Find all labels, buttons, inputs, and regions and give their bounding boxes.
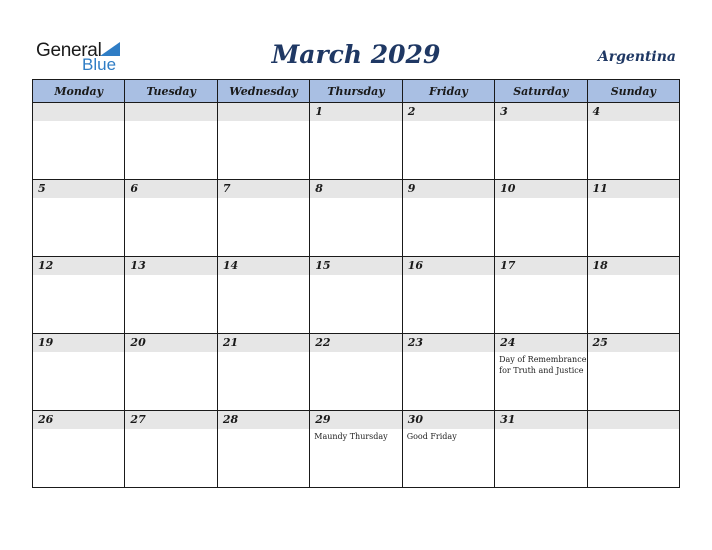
holiday-label: Day of Remembrance for Truth and Justice	[499, 355, 587, 375]
country-label: Argentina	[597, 49, 676, 65]
day-cell	[310, 411, 402, 488]
day-number: 11	[592, 182, 608, 195]
logo-general-text: General	[36, 40, 102, 61]
holiday-label	[495, 429, 586, 431]
holiday-label	[33, 121, 124, 123]
holiday-label	[588, 275, 679, 277]
day-number: 18	[592, 259, 608, 272]
day-cell	[495, 411, 587, 488]
holiday-label	[588, 121, 679, 123]
weekday-header: Thursday	[310, 80, 402, 103]
day-number: 12	[38, 259, 54, 272]
holiday-label	[33, 198, 124, 200]
day-number-bar	[125, 257, 216, 275]
holiday-label: Maundy Thursday	[314, 432, 388, 441]
weekday-header-row	[33, 80, 680, 103]
day-cell	[33, 411, 125, 488]
day-cell	[587, 103, 679, 180]
holiday-label	[310, 352, 401, 354]
day-number: 10	[500, 182, 516, 195]
holiday-label	[310, 275, 401, 277]
holiday-label	[403, 352, 494, 354]
day-number-bar	[495, 411, 586, 429]
day-cell	[310, 257, 402, 334]
day-cell	[33, 103, 125, 180]
holiday-label	[218, 198, 309, 200]
day-number-bar	[588, 103, 679, 121]
day-cell	[495, 257, 587, 334]
day-number-bar	[218, 257, 309, 275]
day-number-bar	[33, 103, 124, 121]
day-cell	[402, 257, 494, 334]
holiday-label	[33, 275, 124, 277]
day-number-bar	[33, 411, 124, 429]
day-number-bar	[495, 180, 586, 198]
day-cell	[125, 257, 217, 334]
day-number-bar	[588, 334, 679, 352]
day-number: 26	[38, 413, 54, 426]
day-number-bar	[33, 180, 124, 198]
day-number-bar	[310, 257, 401, 275]
day-number-bar	[125, 334, 216, 352]
week-row	[33, 180, 680, 257]
day-cell	[495, 334, 587, 411]
weekday-header: Monday	[33, 80, 125, 103]
day-number-bar	[310, 180, 401, 198]
day-number: 27	[130, 413, 146, 426]
day-number-bar	[218, 180, 309, 198]
day-number-bar	[310, 103, 401, 121]
day-number: 7	[222, 182, 231, 195]
day-cell	[402, 103, 494, 180]
weekday-header: Friday	[402, 80, 494, 103]
day-number: 31	[500, 413, 516, 426]
day-number: 25	[592, 336, 608, 349]
day-number-bar	[403, 411, 494, 429]
day-number-bar	[125, 180, 216, 198]
holiday-label	[218, 429, 309, 431]
day-number: 14	[222, 259, 239, 272]
holiday-label	[33, 352, 124, 354]
holiday-label	[125, 275, 216, 277]
weekday-header: Sunday	[587, 80, 679, 103]
day-number-bar	[495, 257, 586, 275]
weekday-header: Tuesday	[125, 80, 217, 103]
day-number-bar	[33, 334, 124, 352]
holiday-label	[310, 198, 401, 200]
week-row	[33, 411, 680, 488]
day-number: 3	[500, 105, 508, 118]
day-number: 15	[315, 259, 331, 272]
holiday-label	[33, 429, 124, 431]
weekday-header: Wednesday	[217, 80, 309, 103]
day-number: 19	[38, 336, 54, 349]
day-cell	[217, 334, 309, 411]
day-cell	[402, 180, 494, 257]
day-cell	[217, 411, 309, 488]
day-number-bar	[588, 180, 679, 198]
day-number: 29	[315, 413, 331, 426]
day-cell	[33, 257, 125, 334]
holiday-label	[495, 198, 586, 200]
day-cell	[33, 334, 125, 411]
logo-blue-text: Blue	[82, 55, 117, 74]
week-row	[33, 257, 680, 334]
holiday-label	[403, 121, 494, 123]
holiday-label	[588, 429, 679, 431]
day-cell	[310, 103, 402, 180]
day-number: 24	[500, 336, 516, 349]
day-cell	[587, 257, 679, 334]
day-number: 23	[407, 336, 423, 349]
day-number-bar	[125, 103, 216, 121]
day-cell	[402, 411, 494, 488]
day-number-bar	[310, 411, 401, 429]
day-number: 13	[130, 259, 146, 272]
day-number-bar	[588, 257, 679, 275]
holiday-label	[495, 121, 586, 123]
day-cell	[587, 411, 679, 488]
holiday-label	[125, 429, 216, 431]
day-number: 8	[315, 182, 323, 195]
day-cell	[495, 180, 587, 257]
day-cell	[217, 180, 309, 257]
day-number: 20	[130, 336, 146, 349]
holiday-label	[218, 121, 309, 123]
day-number: 6	[130, 182, 139, 195]
day-cell	[33, 180, 125, 257]
day-number-bar	[495, 103, 586, 121]
holiday-label	[125, 352, 216, 354]
day-number: 30	[407, 413, 423, 426]
day-cell	[402, 334, 494, 411]
day-number: 9	[407, 182, 416, 195]
page-title: March 2029	[271, 40, 441, 69]
week-row	[33, 334, 680, 411]
day-number-bar	[495, 334, 586, 352]
day-number-bar	[403, 103, 494, 121]
day-cell	[217, 257, 309, 334]
day-number-bar	[218, 411, 309, 429]
day-cell	[587, 180, 679, 257]
holiday-label	[403, 198, 494, 200]
day-cell	[495, 103, 587, 180]
day-number: 5	[38, 182, 46, 195]
weekday-header: Saturday	[495, 80, 587, 103]
holiday-label	[588, 198, 679, 200]
week-row	[33, 103, 680, 180]
day-number: 17	[500, 259, 516, 272]
holiday-label	[125, 198, 216, 200]
holiday-label	[403, 275, 494, 277]
day-number: 28	[222, 413, 239, 426]
day-number-bar	[588, 411, 679, 429]
holiday-label	[218, 275, 309, 277]
day-number: 21	[222, 336, 239, 349]
day-cell	[125, 411, 217, 488]
day-number-bar	[218, 103, 309, 121]
day-cell	[125, 334, 217, 411]
holiday-label	[218, 352, 309, 354]
day-cell	[125, 103, 217, 180]
day-number-bar	[310, 334, 401, 352]
holiday-label: Good Friday	[406, 432, 457, 441]
holiday-label	[310, 121, 401, 123]
day-number-bar	[125, 411, 216, 429]
day-cell	[310, 334, 402, 411]
holiday-label	[495, 275, 586, 277]
day-number: 4	[592, 105, 601, 118]
day-cell	[125, 180, 217, 257]
day-number-bar	[33, 257, 124, 275]
day-number-bar	[403, 180, 494, 198]
day-cell	[310, 180, 402, 257]
day-number-bar	[218, 334, 309, 352]
day-cell	[587, 334, 679, 411]
day-cell	[217, 103, 309, 180]
holiday-label	[125, 121, 216, 123]
day-number: 2	[407, 105, 416, 118]
holiday-label	[588, 352, 679, 354]
day-number-bar	[403, 257, 494, 275]
calendar-grid	[32, 79, 680, 488]
day-number: 16	[407, 259, 423, 272]
day-number: 1	[315, 105, 323, 118]
day-number-bar	[403, 334, 494, 352]
day-number: 22	[315, 336, 331, 349]
